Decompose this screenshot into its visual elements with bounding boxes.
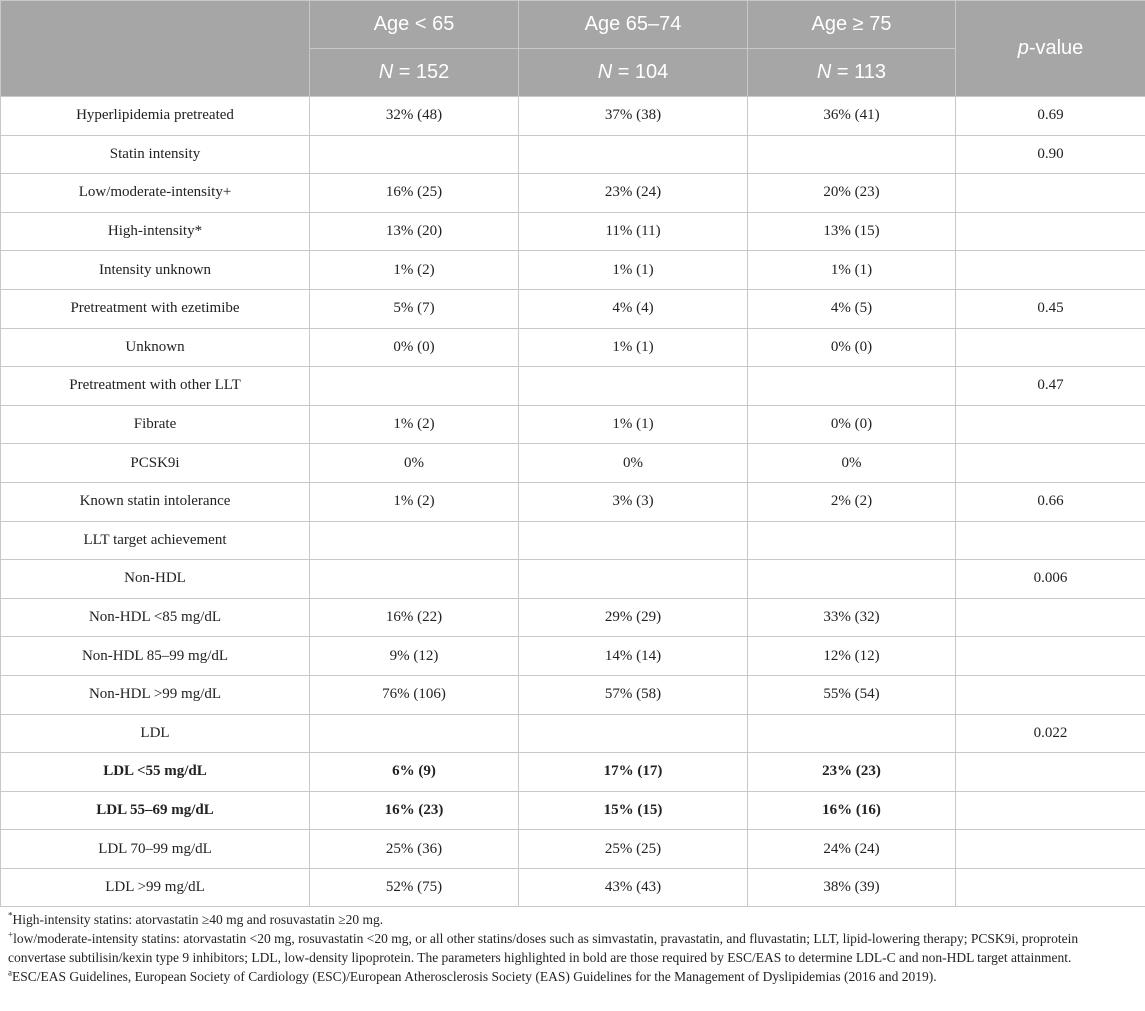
row-label: Unknown bbox=[1, 328, 310, 367]
value-age-75-plus: 0% (0) bbox=[748, 405, 956, 444]
value-p: 0.66 bbox=[956, 482, 1145, 521]
value-age-under-65: 16% (25) bbox=[310, 174, 519, 213]
value-age-under-65: 0% bbox=[310, 444, 519, 483]
header-n-65-74 bbox=[519, 49, 748, 97]
value-age-75-plus: 16% (16) bbox=[748, 791, 956, 830]
row-label: High-intensity* bbox=[1, 212, 310, 251]
header-p-rest: -value bbox=[1028, 37, 1084, 59]
value-age-75-plus: 13% (15) bbox=[748, 212, 956, 251]
value-age-75-plus: 23% (23) bbox=[748, 753, 956, 792]
table-row bbox=[1, 675, 1145, 714]
table-row bbox=[1, 251, 1145, 290]
value-age-under-65: 1% (2) bbox=[310, 482, 519, 521]
value-age-75-plus: 36% (41) bbox=[748, 97, 956, 136]
footnote-text: low/moderate-intensity statins: atorvastatin <20 mg, rosuvastatin <20 mg, or all other statins/doses such as simvastatin, pravastatin, and fluvastatin; LLT, lipid-lowering therapy; PCSK9i, proprotein convertase subtilisin/kexin type 9 inhibitors; LDL, low-density lipoprotein. The parameters highlighted in bold are those required by ESC/EAS to determine LDL-C and non-HDL target attainment. bbox=[8, 931, 1079, 965]
value-p bbox=[956, 405, 1145, 444]
value-age-under-65: 1% (2) bbox=[310, 405, 519, 444]
row-label: Intensity unknown bbox=[1, 251, 310, 290]
header-n-under-65 bbox=[310, 49, 519, 97]
header-age-75-plus: Age ≥ 75 bbox=[748, 1, 956, 49]
value-age-75-plus bbox=[748, 367, 956, 406]
table-row bbox=[1, 174, 1145, 213]
table-header bbox=[1, 1, 1145, 97]
value-age-75-plus: 0% bbox=[748, 444, 956, 483]
value-p bbox=[956, 637, 1145, 676]
row-label: Pretreatment with ezetimibe bbox=[1, 289, 310, 328]
header-empty-cell bbox=[1, 1, 310, 97]
table-row bbox=[1, 637, 1145, 676]
value-p bbox=[956, 212, 1145, 251]
row-label: LDL 55–69 mg/dL bbox=[1, 791, 310, 830]
n-italic: N bbox=[378, 61, 394, 83]
row-label: Non-HDL bbox=[1, 560, 310, 599]
n-italic: N bbox=[816, 61, 832, 83]
row-label: LDL <55 mg/dL bbox=[1, 753, 310, 792]
value-age-65-74: 1% (1) bbox=[519, 251, 748, 290]
value-age-75-plus: 0% (0) bbox=[748, 328, 956, 367]
value-age-75-plus bbox=[748, 521, 956, 560]
table-row bbox=[1, 289, 1145, 328]
table-row bbox=[1, 521, 1145, 560]
value-age-under-65: 16% (22) bbox=[310, 598, 519, 637]
value-age-75-plus: 38% (39) bbox=[748, 868, 956, 907]
table-row bbox=[1, 714, 1145, 753]
value-age-65-74: 29% (29) bbox=[519, 598, 748, 637]
value-age-under-65 bbox=[310, 714, 519, 753]
value-age-65-74: 11% (11) bbox=[519, 212, 748, 251]
row-label: Pretreatment with other LLT bbox=[1, 367, 310, 406]
value-age-65-74: 14% (14) bbox=[519, 637, 748, 676]
value-p bbox=[956, 868, 1145, 907]
value-age-under-65: 13% (20) bbox=[310, 212, 519, 251]
value-p: 0.47 bbox=[956, 367, 1145, 406]
value-age-65-74 bbox=[519, 521, 748, 560]
row-label: LLT target achievement bbox=[1, 521, 310, 560]
value-age-75-plus: 24% (24) bbox=[748, 830, 956, 869]
value-age-under-65: 1% (2) bbox=[310, 251, 519, 290]
header-p-italic: p bbox=[1017, 37, 1029, 59]
value-age-under-65 bbox=[310, 521, 519, 560]
value-p bbox=[956, 251, 1145, 290]
footnote-mark: * bbox=[8, 910, 13, 921]
value-age-65-74: 57% (58) bbox=[519, 675, 748, 714]
row-label: LDL 70–99 mg/dL bbox=[1, 830, 310, 869]
value-age-65-74: 43% (43) bbox=[519, 868, 748, 907]
row-label: Non-HDL <85 mg/dL bbox=[1, 598, 310, 637]
value-p: 0.45 bbox=[956, 289, 1145, 328]
footnote bbox=[8, 967, 1133, 986]
row-label: LDL bbox=[1, 714, 310, 753]
value-age-under-65: 52% (75) bbox=[310, 868, 519, 907]
footnote-text: High-intensity statins: atorvastatin ≥40 mg and rosuvastatin ≥20 mg. bbox=[12, 912, 384, 927]
value-age-75-plus: 20% (23) bbox=[748, 174, 956, 213]
row-label: Statin intensity bbox=[1, 135, 310, 174]
row-label: PCSK9i bbox=[1, 444, 310, 483]
value-age-under-65: 5% (7) bbox=[310, 289, 519, 328]
value-age-65-74: 25% (25) bbox=[519, 830, 748, 869]
value-age-65-74 bbox=[519, 367, 748, 406]
value-p bbox=[956, 753, 1145, 792]
value-age-under-65: 9% (12) bbox=[310, 637, 519, 676]
table-row bbox=[1, 135, 1145, 174]
value-p: 0.006 bbox=[956, 560, 1145, 599]
value-age-under-65: 76% (106) bbox=[310, 675, 519, 714]
row-label: Non-HDL 85–99 mg/dL bbox=[1, 637, 310, 676]
value-p bbox=[956, 598, 1145, 637]
value-p bbox=[956, 830, 1145, 869]
table-body bbox=[1, 97, 1145, 907]
n-italic: N bbox=[597, 61, 613, 83]
value-age-under-65 bbox=[310, 135, 519, 174]
table-row bbox=[1, 598, 1145, 637]
value-age-75-plus bbox=[748, 714, 956, 753]
value-age-under-65: 0% (0) bbox=[310, 328, 519, 367]
value-age-under-65: 25% (36) bbox=[310, 830, 519, 869]
header-n-75-plus bbox=[748, 49, 956, 97]
value-age-65-74: 4% (4) bbox=[519, 289, 748, 328]
table-row bbox=[1, 791, 1145, 830]
table-row bbox=[1, 753, 1145, 792]
row-label: Non-HDL >99 mg/dL bbox=[1, 675, 310, 714]
value-p: 0.69 bbox=[956, 97, 1145, 136]
table-row bbox=[1, 560, 1145, 599]
header-age-under-65: Age < 65 bbox=[310, 1, 519, 49]
value-p bbox=[956, 521, 1145, 560]
table-row bbox=[1, 482, 1145, 521]
value-age-75-plus bbox=[748, 135, 956, 174]
table-row bbox=[1, 97, 1145, 136]
value-age-65-74: 1% (1) bbox=[519, 328, 748, 367]
footnote-mark: + bbox=[8, 929, 14, 940]
value-age-65-74: 37% (38) bbox=[519, 97, 748, 136]
table-footnotes bbox=[8, 910, 1133, 986]
value-age-65-74: 1% (1) bbox=[519, 405, 748, 444]
table-row bbox=[1, 212, 1145, 251]
header-p-value bbox=[956, 1, 1145, 97]
value-age-65-74: 0% bbox=[519, 444, 748, 483]
value-age-65-74 bbox=[519, 714, 748, 753]
value-age-under-65 bbox=[310, 367, 519, 406]
value-age-65-74: 3% (3) bbox=[519, 482, 748, 521]
value-p bbox=[956, 791, 1145, 830]
value-p bbox=[956, 328, 1145, 367]
table-row bbox=[1, 830, 1145, 869]
value-p bbox=[956, 174, 1145, 213]
table-row bbox=[1, 868, 1145, 907]
value-age-65-74 bbox=[519, 560, 748, 599]
n-value: = 113 bbox=[831, 61, 887, 83]
footnote bbox=[8, 929, 1133, 967]
table-row bbox=[1, 405, 1145, 444]
value-age-75-plus: 12% (12) bbox=[748, 637, 956, 676]
value-age-75-plus: 4% (5) bbox=[748, 289, 956, 328]
value-age-under-65: 32% (48) bbox=[310, 97, 519, 136]
row-label: Hyperlipidemia pretreated bbox=[1, 97, 310, 136]
value-age-65-74 bbox=[519, 135, 748, 174]
row-label: Low/moderate-intensity+ bbox=[1, 174, 310, 213]
n-value: = 152 bbox=[393, 61, 450, 83]
footnote bbox=[8, 910, 1133, 929]
value-p bbox=[956, 444, 1145, 483]
footnote-text: ESC/EAS Guidelines, European Society of Cardiology (ESC)/European Atherosclerosis Society (EAS) Guidelines for the Management of Dyslipidemias (2016 and 2019). bbox=[12, 969, 937, 984]
value-age-under-65 bbox=[310, 560, 519, 599]
value-age-65-74: 23% (24) bbox=[519, 174, 748, 213]
value-age-under-65: 6% (9) bbox=[310, 753, 519, 792]
value-age-75-plus: 33% (32) bbox=[748, 598, 956, 637]
value-p: 0.022 bbox=[956, 714, 1145, 753]
value-age-75-plus: 2% (2) bbox=[748, 482, 956, 521]
value-age-65-74: 17% (17) bbox=[519, 753, 748, 792]
row-label: LDL >99 mg/dL bbox=[1, 868, 310, 907]
value-age-75-plus bbox=[748, 560, 956, 599]
value-age-75-plus: 1% (1) bbox=[748, 251, 956, 290]
value-p: 0.90 bbox=[956, 135, 1145, 174]
header-age-65-74: Age 65–74 bbox=[519, 1, 748, 49]
footnote-mark: a bbox=[8, 967, 12, 978]
table-row bbox=[1, 328, 1145, 367]
value-age-65-74: 15% (15) bbox=[519, 791, 748, 830]
value-p bbox=[956, 675, 1145, 714]
value-age-75-plus: 55% (54) bbox=[748, 675, 956, 714]
table-row bbox=[1, 444, 1145, 483]
n-value: = 104 bbox=[612, 61, 669, 83]
row-label: Fibrate bbox=[1, 405, 310, 444]
table-row bbox=[1, 367, 1145, 406]
row-label: Known statin intolerance bbox=[1, 482, 310, 521]
value-age-under-65: 16% (23) bbox=[310, 791, 519, 830]
